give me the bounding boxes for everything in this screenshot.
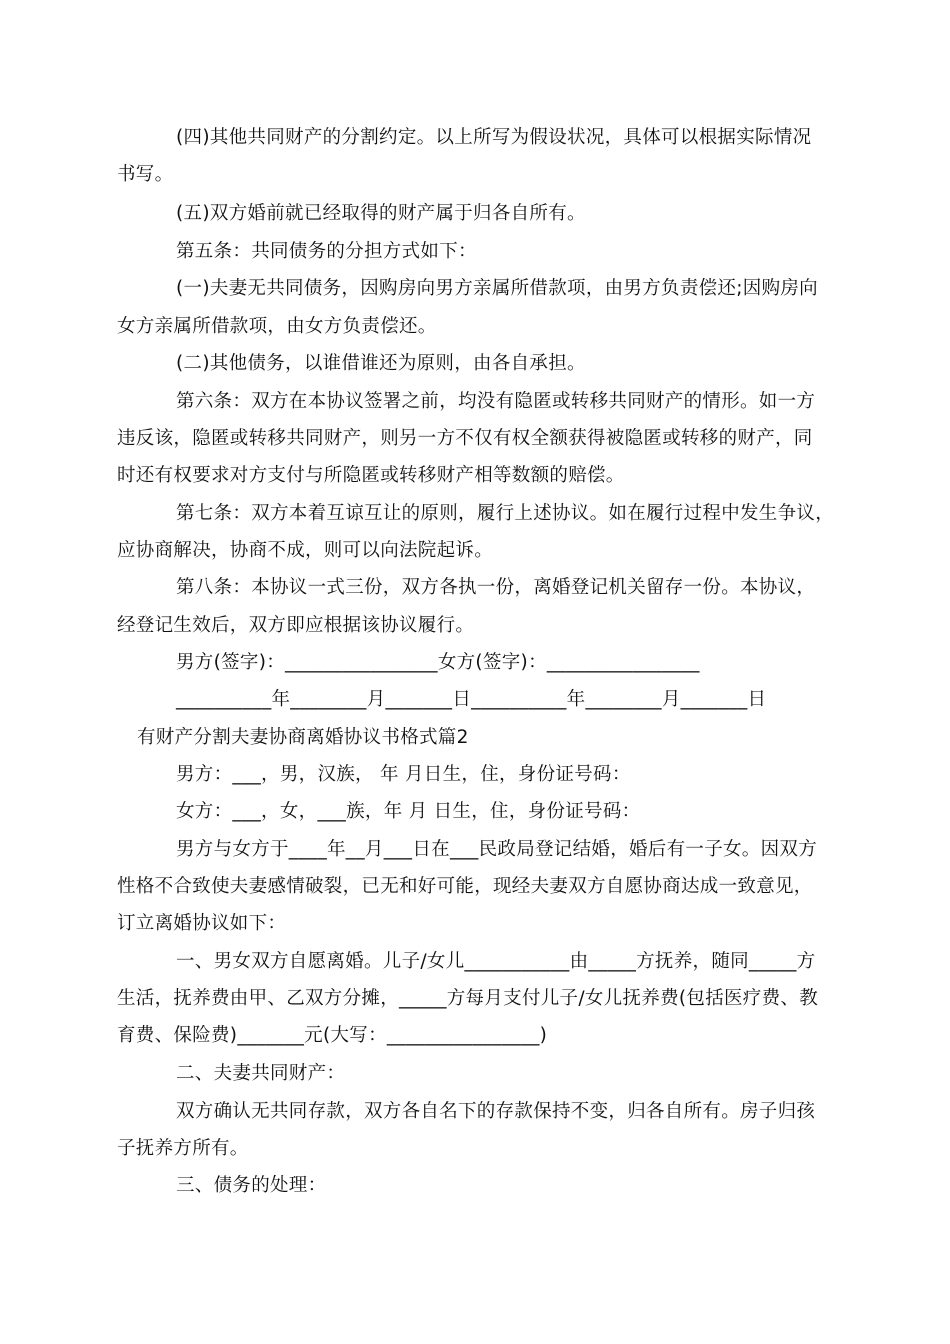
paragraph-line: 男方与女方于____年__月___日在___民政局登记结婚，婚后有一子女。因双方 xyxy=(176,839,818,860)
paragraph-line: 时还有权要求对方支付与所隐匿或转移财产相等数额的赔偿。 xyxy=(117,465,625,486)
paragraph-line: 育费、保险费)_______元(大写：________________) xyxy=(117,1025,548,1046)
paragraph-line: (一)夫妻无共同债务，因购房向男方亲属所借款项，由男方负责偿还;因购房向 xyxy=(176,278,818,299)
paragraph-line: 子抚养方所有。 xyxy=(117,1138,249,1159)
section-title: 有财产分割夫妻协商离婚协议书格式篇2 xyxy=(137,727,469,748)
clause-heading: 二、夫妻共同财产： xyxy=(176,1063,346,1084)
paragraph-line: 应协商解决，协商不成，则可以向法院起诉。 xyxy=(117,540,494,561)
signature-line: 男方(签字)：________________女方(签字)：________________ xyxy=(176,652,700,673)
paragraph-line: 一、男女双方自愿离婚。儿子/女儿___________由_____方抚养，随同_____方 xyxy=(176,951,816,972)
paragraph-line: 违反该，隐匿或转移共同财产，则另一方不仅有权全额获得被隐匿或转移的财产，同 xyxy=(117,428,813,449)
paragraph-line: 性格不合致使夫妻感情破裂，已无和好可能，现经夫妻双方自愿协商达成一致意见， xyxy=(117,876,813,897)
paragraph-line: (二)其他债务，以谁借谁还为原则，由各自承担。 xyxy=(176,353,586,374)
paragraph-line: 经登记生效后，双方即应根据该协议履行。 xyxy=(117,615,475,636)
paragraph-line: 第七条：双方本着互谅互让的原则，履行上述协议。如在履行过程中发生争议， xyxy=(176,503,835,524)
date-line: __________年________月_______日__________年________月_______日 xyxy=(176,689,767,710)
paragraph-line: 第八条：本协议一式三份，双方各执一份，离婚登记机关留存一份。本协议， xyxy=(176,577,816,598)
paragraph-line: 双方确认无共同存款，双方各自名下的存款保持不变，归各自所有。房子归孩 xyxy=(176,1101,816,1122)
paragraph-line: 生活，抚养费由甲、乙双方分摊，_____方每月支付儿子/女儿抚养费(包括医疗费、教 xyxy=(117,988,819,1009)
paragraph-line: 订立离婚协议如下： xyxy=(117,913,287,934)
paragraph-line: 书写。 xyxy=(117,164,174,185)
article-heading: 第五条：共同债务的分担方式如下： xyxy=(176,241,477,262)
paragraph-line: (五)双方婚前就已经取得的财产属于归各自所有。 xyxy=(176,203,586,224)
party-female-line: 女方：___，女，___族，年 月 日生，住，身份证号码： xyxy=(176,801,641,822)
paragraph-line: 女方亲属所借款项，由女方负责偿还。 xyxy=(117,316,437,337)
party-male-line: 男方：___，男，汉族， 年 月日生，住，身份证号码： xyxy=(176,764,631,785)
paragraph-line: (四)其他共同财产的分割约定。以上所写为假设状况，具体可以根据实际情况 xyxy=(176,127,812,148)
paragraph-line: 第六条：双方在本协议签署之前，均没有隐匿或转移共同财产的情形。如一方 xyxy=(176,391,816,412)
clause-heading: 三、债务的处理： xyxy=(176,1175,327,1196)
